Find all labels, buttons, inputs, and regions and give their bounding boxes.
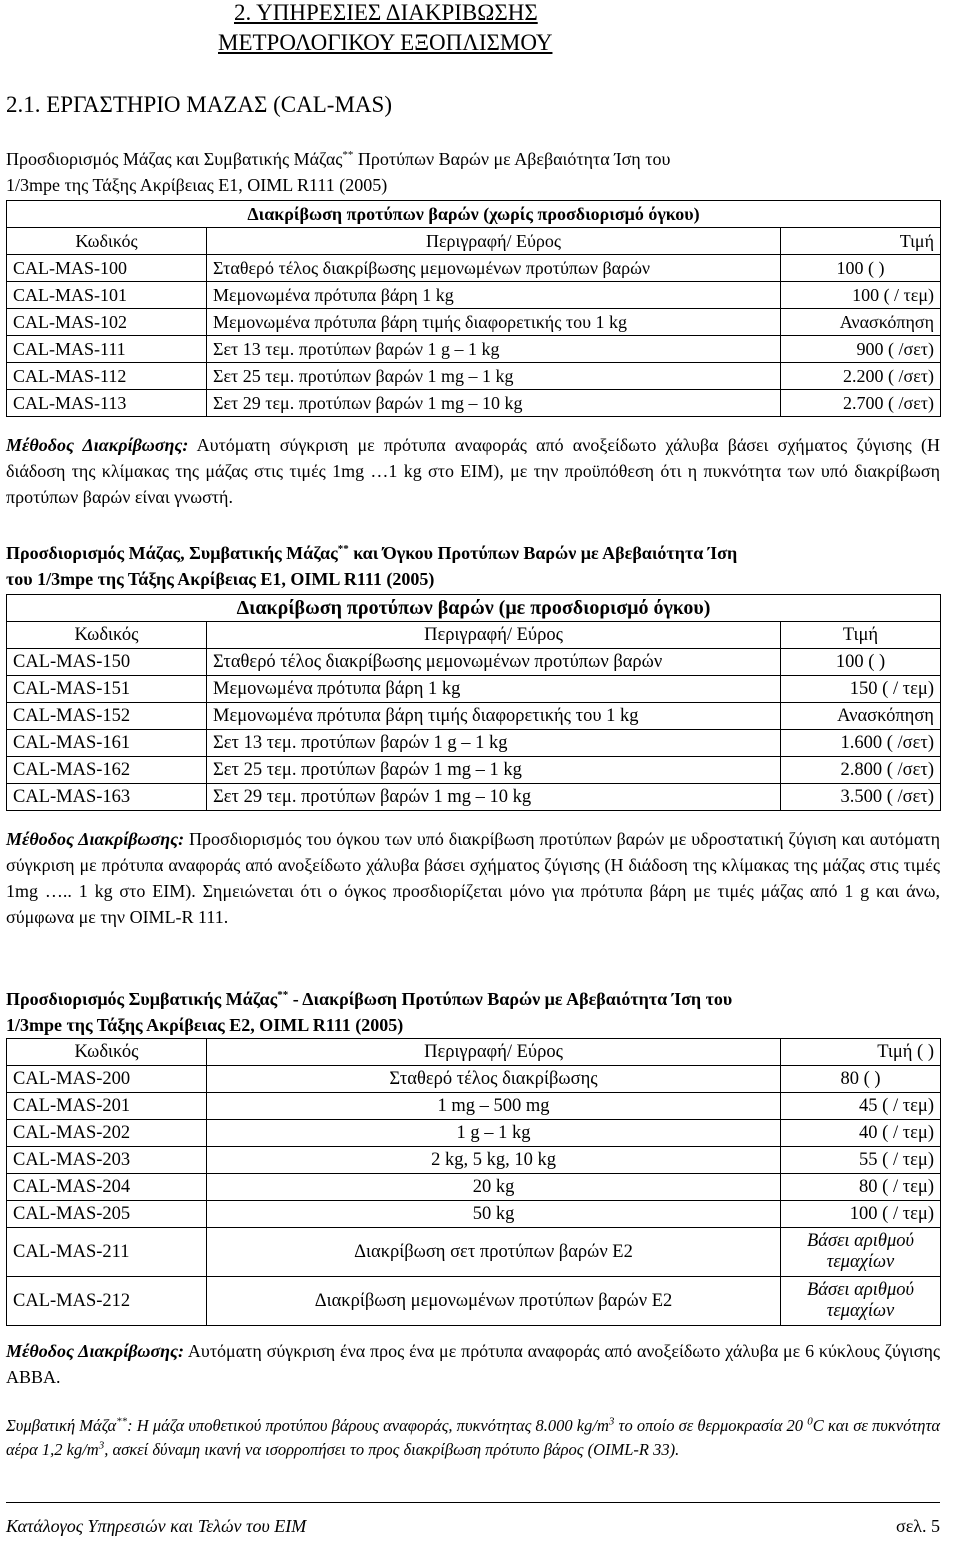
header-price: Τιμή ( ) [781, 1039, 941, 1066]
table-row: CAL-MAS-150 Σταθερό τέλος διακρίβωσης μεμονωμένων προτύπων βαρών 100 ( ) [7, 649, 941, 676]
page-number: σελ. 5 [896, 1516, 940, 1536]
section2-method: Μέθοδος Διακρίβωσης: Προσδιορισμός του όγκου των υπό διακρίβωση προτύπων βαρών με υδροστατική ζύγιση και αυτόματη σύγκριση με πρότυπα αναφοράς από ανοξείδωτο χάλυβα βάσει σχήματος ζύγισης (Η διάδοση της κλίμακας της μάζας στις τιμές 1mg ….. 1 kg στο ΕΙΜ). Σημειώνεται ότι ο όγκος προσδιορίζεται μόνο για πρότυπα βάρη με τιμές μάζας από 1 g και άνω, σύμφωνα με την OIML-R 111. [6, 829, 940, 927]
table-row: CAL-MAS-203 2 kg, 5 kg, 10 kg 55 ( / τεμ) [7, 1147, 941, 1174]
table-section2 [6, 594, 941, 811]
table-row: CAL-MAS-201 1 mg – 500 mg 45 ( / τεμ) [7, 1093, 941, 1120]
subheading: 2.1. ΕΡΓΑΣΤΗΡΙΟ ΜΑΖΑΣ (CAL-MAS) [6, 92, 392, 117]
table-row: CAL-MAS-163 Σετ 29 τεμ. προτύπων βαρών 1 mg – 10 kg 3.500 ( /σετ) [7, 784, 941, 811]
footnote: Συμβατική Μάζα**: Η μάζα υποθετικού προτύπου βάρους αναφοράς, πυκνότητας 8.000 $kg/m^3$ το οποίο σε θερμοκρασία 20 $^0$C και σε πυκνότητα αέρα 1,2 $kg/m^3$, ασκεί δύναμη ικανή να ισορροπήσει το προς διακρίβωση πρότυπο βάρος (OIML-R 33). [6, 1415, 941, 1459]
table-row: CAL-MAS-161 Σετ 13 τεμ. προτύπων βαρών 1 g – 1 kg 1.600 ( /σετ) [7, 730, 941, 757]
table-row: CAL-MAS-152 Μεμονωμένα πρότυπα βάρη τιμής διαφορετικής του 1 kg Ανασκόπηση [7, 703, 941, 730]
table-title: Διακρίβωση προτύπων βαρών (με προσδιορισμό όγκου) [7, 595, 941, 622]
table-row: CAL-MAS-202 1 g – 1 kg 40 ( / τεμ) [7, 1120, 941, 1147]
section3-intro: Προσδιορισμός Συμβατικής Μάζας** - Διακρίβωση Προτύπων Βαρών με Αβεβαιότητα Ίση του 1/3mpe της Τάξης Ακρίβειας Ε2, OIML R111 (2005) [6, 989, 733, 1035]
header-price: Τιμή [781, 228, 941, 255]
table-row: CAL-MAS-113 Σετ 29 τεμ. προτύπων βαρών 1 mg – 10 kg 2.700 ( /σετ) [7, 390, 941, 417]
section1-method: Μέθοδος Διακρίβωσης: Αυτόματη σύγκριση με πρότυπα αναφοράς από ανοξείδωτο χάλυβα βάσει σχήματος ζύγισης (Η διάδοση της κλίμακας της μάζας στις τιμές 1mg …1 kg στο ΕΙΜ), με την προϋπόθεση ότι η πυκνότητα των υπό διακρίβωση προτύπων βαρών είναι γνωστή. [6, 435, 940, 507]
table-row: CAL-MAS-101 Μεμονωμένα πρότυπα βάρη 1 kg 100 ( / τεμ) [7, 282, 941, 309]
header-code: Κωδικός [7, 622, 207, 649]
table-row: CAL-MAS-212 Διακρίβωση μεμονωμένων προτύπων βαρών Ε2 Βάσει αριθμού τεμαχίων [7, 1277, 941, 1326]
table-row: CAL-MAS-204 20 kg 80 ( / τεμ) [7, 1174, 941, 1201]
table-row: CAL-MAS-111 Σετ 13 τεμ. προτύπων βαρών 1 g – 1 kg 900 ( /σετ) [7, 336, 941, 363]
table-row: CAL-MAS-205 50 kg 100 ( / τεμ) [7, 1201, 941, 1228]
header-code: Κωδικός [7, 1039, 207, 1066]
heading-line2: ΜΕΤΡΟΛΟΓΙΚΟΥ ΕΞΟΠΛΙΣΜΟΥ [218, 30, 553, 55]
footer-divider [6, 1502, 940, 1503]
header-description: Περιγραφή/ Εύρος [207, 1039, 781, 1066]
header-description: Περιγραφή/ Εύρος [207, 228, 781, 255]
section3-method: Μέθοδος Διακρίβωσης: Αυτόματη σύγκριση ένα προς ένα με πρότυπα αναφοράς από ανοξείδωτο χάλυβα με 6 κύκλους ζύγισης ABBA. [6, 1341, 940, 1387]
header-description: Περιγραφή/ Εύρος [207, 622, 781, 649]
footer-title: Κατάλογος Υπηρεσιών και Τελών του ΕΙΜ [6, 1516, 307, 1536]
table-row: CAL-MAS-112 Σετ 25 τεμ. προτύπων βαρών 1 mg – 1 kg 2.200 ( /σετ) [7, 363, 941, 390]
table-row: CAL-MAS-200 Σταθερό τέλος διακρίβωσης 80 ( ) [7, 1066, 941, 1093]
section1-intro: Προσδιορισμός Μάζας και Συμβατικής Μάζας** Προτύπων Βαρών με Αβεβαιότητα Ίση του 1/3mpe της Τάξης Ακρίβειας Ε1, OIML R111 (2005) [6, 149, 671, 195]
table-row: CAL-MAS-162 Σετ 25 τεμ. προτύπων βαρών 1 mg – 1 kg 2.800 ( /σετ) [7, 757, 941, 784]
section2-intro: Προσδιορισμός Μάζας, Συμβατικής Μάζας** και Όγκου Προτύπων Βαρών με Αβεβαιότητα Ίση του 1/3mpe της Τάξης Ακρίβειας Ε1, OIML R111 (2005) [6, 543, 738, 589]
header-code: Κωδικός [7, 228, 207, 255]
footer [6, 1516, 940, 1537]
table-section1 [6, 200, 941, 417]
table-row: CAL-MAS-151 Μεμονωμένα πρότυπα βάρη 1 kg 150 ( / τεμ) [7, 676, 941, 703]
table-row: CAL-MAS-211 Διακρίβωση σετ προτύπων βαρών Ε2 Βάσει αριθμού τεμαχίων [7, 1228, 941, 1277]
table-row: CAL-MAS-102 Μεμονωμένα πρότυπα βάρη τιμής διαφορετικής του 1 kg Ανασκόπηση [7, 309, 941, 336]
heading-line1: 2. ΥΠΗΡΕΣΙΕΣ ΔΙΑΚΡΙΒΩΣΗΣ [234, 0, 538, 25]
table-title: Διακρίβωση προτύπων βαρών (χωρίς προσδιορισμό όγκου) [7, 201, 941, 228]
header-price: Τιμή [781, 622, 941, 649]
table-section3 [6, 1038, 941, 1326]
table-row: CAL-MAS-100 Σταθερό τέλος διακρίβωσης μεμονωμένων προτύπων βαρών 100 ( ) [7, 255, 941, 282]
